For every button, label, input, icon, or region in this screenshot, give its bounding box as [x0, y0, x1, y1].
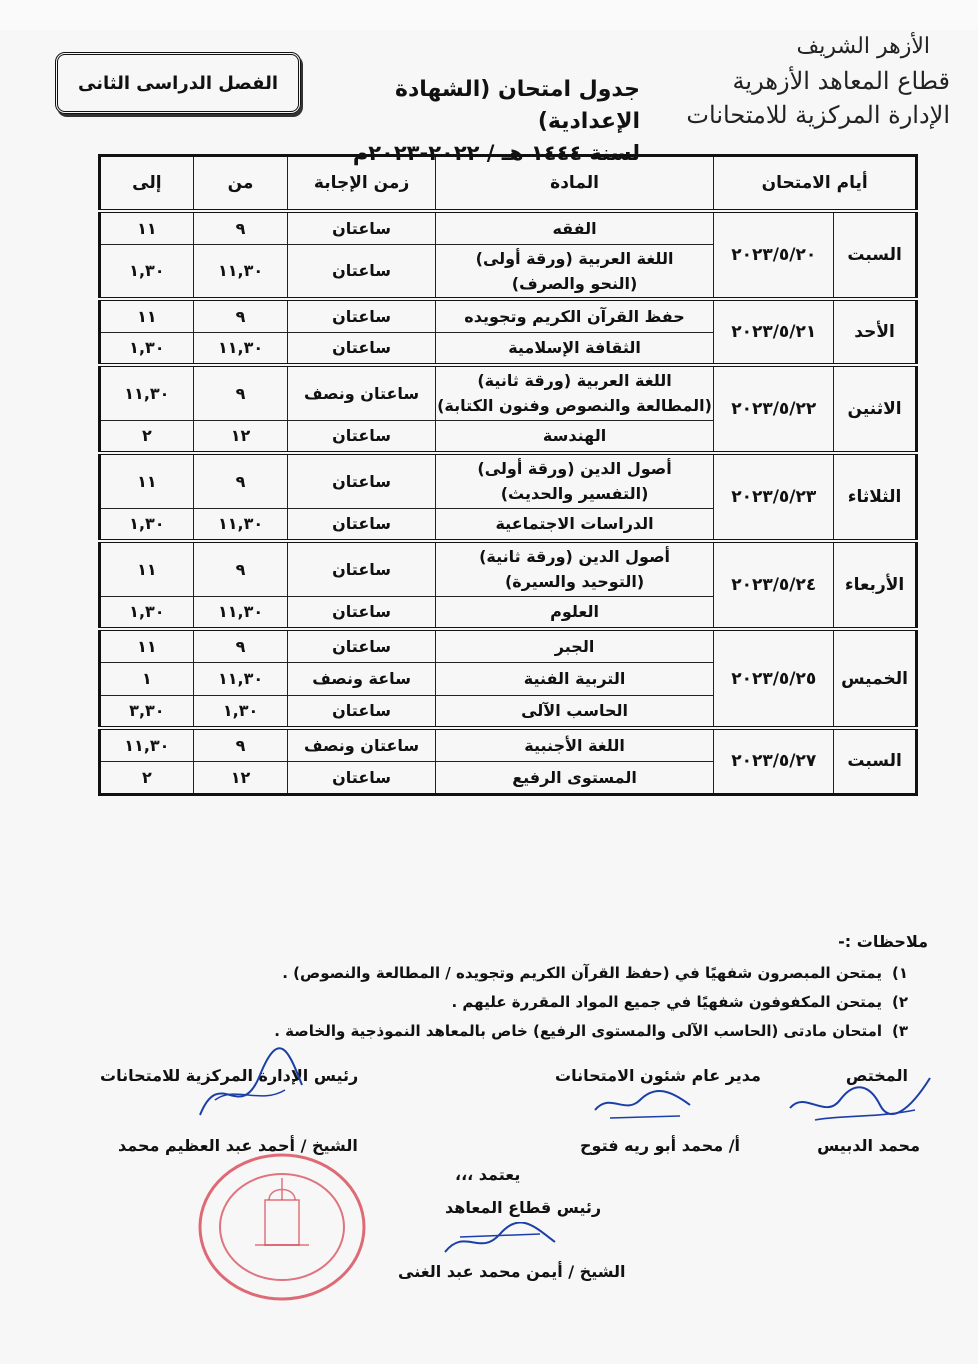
- from-cell: ٩: [193, 541, 288, 596]
- subject-line: التربية الفنية: [523, 669, 626, 688]
- subject-cell: [435, 244, 714, 299]
- table-row: [100, 728, 917, 761]
- subject-line: الحاسب الآلى: [521, 701, 628, 721]
- day-cell: السبت: [834, 728, 917, 794]
- table-row: [100, 299, 917, 332]
- duration-cell: ساعتان: [288, 761, 435, 794]
- sector-signature-icon: [440, 1222, 560, 1262]
- title-line: جدول امتحان (الشهادة الإعدادية): [395, 77, 640, 134]
- subject-cell: [435, 508, 714, 541]
- table-row: [100, 211, 917, 244]
- to-cell: ١,٣٠: [100, 332, 194, 365]
- subject-line: (التفسير والحديث): [500, 484, 649, 504]
- from-cell: ٩: [193, 728, 288, 761]
- specialist-name: محمد الدبيس: [817, 1136, 920, 1155]
- table-header-row: [100, 156, 917, 212]
- table-row: [100, 365, 917, 420]
- duration-cell: ساعتان: [288, 541, 435, 596]
- subject-cell: [435, 420, 714, 453]
- duration-cell: ساعتان ونصف: [288, 365, 435, 420]
- to-cell: ١١: [100, 211, 194, 244]
- from-cell: ١٢: [193, 761, 288, 794]
- from-cell: ١١,٣٠: [193, 508, 288, 541]
- subject-line: أصول الدين (ورقة ثانية): [479, 547, 671, 567]
- to-cell: ١١: [100, 629, 194, 662]
- subject-line: الجبر: [554, 636, 595, 656]
- subject-cell: [435, 596, 714, 629]
- date-cell: ٢٠٢٣/٥/٢١: [714, 299, 834, 365]
- subject-cell: [435, 695, 714, 728]
- duration-cell: ساعتان: [288, 332, 435, 365]
- to-cell: ١١,٣٠: [100, 365, 194, 420]
- notes-section: [48, 932, 928, 1046]
- subject-cell: [435, 728, 714, 761]
- subject-line: الدراسات الاجتماعية: [495, 514, 654, 534]
- from-cell: ١,٣٠: [193, 695, 288, 728]
- header-subject: المادة: [435, 156, 714, 212]
- table-row: [100, 629, 917, 662]
- from-cell: ١١,٣٠: [193, 332, 288, 365]
- subject-cell: [435, 332, 714, 365]
- table-row: [100, 453, 917, 508]
- note-item: [48, 988, 928, 1017]
- logo-line-1: الأزهر الشريف: [796, 34, 930, 59]
- approval-text: يعتمد ،،،: [455, 1165, 521, 1184]
- date-cell: ٢٠٢٣/٥/٢٥: [714, 629, 834, 728]
- to-cell: ١١: [100, 541, 194, 596]
- sector-name: الشيخ / أيمن محمد عبد الغنى: [398, 1262, 626, 1281]
- duration-cell: ساعتان: [288, 629, 435, 662]
- to-cell: ١,٣٠: [100, 596, 194, 629]
- from-cell: ٩: [193, 453, 288, 508]
- from-cell: ١٢: [193, 420, 288, 453]
- note-number: ٢): [891, 993, 908, 1011]
- logo-line-2: قطاع المعاهد الأزهرية: [732, 67, 950, 95]
- subject-cell: [435, 365, 714, 420]
- subject-cell: [435, 761, 714, 794]
- from-cell: ٩: [193, 299, 288, 332]
- subject-line: اللغة العربية (ورقة ثانية): [477, 371, 672, 391]
- subject-line: الفقه: [552, 218, 597, 238]
- from-cell: ٩: [193, 629, 288, 662]
- duration-cell: ساعتان: [288, 695, 435, 728]
- subject-cell: [435, 662, 714, 695]
- header-duration: زمن الإجابة: [288, 156, 435, 212]
- day-group: [100, 299, 917, 365]
- notes-title: ملاحظات :-: [838, 932, 928, 951]
- from-cell: ٩: [193, 365, 288, 420]
- table-row: [100, 541, 917, 596]
- sector-title: رئيس قطاع المعاهد: [445, 1198, 602, 1217]
- azhar-logo-text: [686, 30, 950, 132]
- header-from: من: [193, 156, 288, 212]
- duration-cell: ساعتان: [288, 211, 435, 244]
- duration-cell: ساعتان: [288, 596, 435, 629]
- note-text: يمتحن المبصرون شفهيًا في (حفظ القرآن الكريم وتجويده / المطالعة والنصوص) .: [282, 964, 882, 982]
- day-group: [100, 365, 917, 453]
- subject-cell: [435, 541, 714, 596]
- head-signature-icon: [190, 1045, 310, 1135]
- day-group: [100, 211, 917, 299]
- day-cell: الأربعاء: [834, 541, 917, 629]
- from-cell: ١١,٣٠: [193, 596, 288, 629]
- to-cell: ٢: [100, 761, 194, 794]
- subject-line: أصول الدين (ورقة أولى): [477, 459, 672, 479]
- subject-line: اللغة العربية (ورقة أولى): [475, 248, 674, 268]
- director-title: مدير عام شئون الامتحانات: [555, 1066, 761, 1085]
- year-line: لسنة ١٤٤٤ هـ / ٢٠٢٢-٢٠٢٣م: [352, 141, 640, 165]
- note-text: امتحان مادتى (الحاسب الآلى والمستوى الرفيع) خاص بالمعاهد النموذجية والخاصة .: [274, 1022, 882, 1040]
- to-cell: ١١: [100, 299, 194, 332]
- date-cell: ٢٠٢٣/٥/٢٠: [714, 211, 834, 299]
- subject-cell: [435, 211, 714, 244]
- day-cell: السبت: [834, 211, 917, 299]
- from-cell: ١١,٣٠: [193, 244, 288, 299]
- day-group: [100, 541, 917, 629]
- specialist-title: المختص: [845, 1066, 908, 1085]
- duration-cell: ساعتان: [288, 420, 435, 453]
- header-days: أيام الامتحان: [714, 156, 917, 212]
- subject-line: الثقافة الإسلامية: [508, 338, 641, 358]
- to-cell: ٢: [100, 420, 194, 453]
- note-text: يمتحن المكفوفون شفهيًا في جميع المواد المقررة عليهم .: [451, 993, 882, 1011]
- logo-line-3: الإدارة المركزية للامتحانات: [686, 101, 950, 129]
- subject-cell: [435, 299, 714, 332]
- director-signature-icon: [590, 1080, 700, 1125]
- date-cell: ٢٠٢٣/٥/٢٢: [714, 365, 834, 453]
- note-number: ٣): [891, 1022, 908, 1040]
- subject-line: اللغة الأجنبية: [524, 735, 625, 755]
- to-cell: ١,٣٠: [100, 508, 194, 541]
- duration-cell: ساعتان: [288, 244, 435, 299]
- day-group: [100, 629, 917, 728]
- date-cell: ٢٠٢٣/٥/٢٤: [714, 541, 834, 629]
- day-cell: الخميس: [834, 629, 917, 728]
- head-title: رئيس الإدارة المركزية للامتحانات: [100, 1066, 359, 1085]
- header-to: إلى: [100, 156, 194, 212]
- duration-cell: ساعتان: [288, 299, 435, 332]
- note-item: [48, 959, 928, 988]
- from-cell: ٩: [193, 211, 288, 244]
- day-group: [100, 728, 917, 794]
- head-name: الشيخ / أحمد عبد العظيم محمد: [118, 1136, 358, 1155]
- duration-cell: ساعتان ونصف: [288, 728, 435, 761]
- duration-cell: ساعتان: [288, 508, 435, 541]
- to-cell: ١١: [100, 453, 194, 508]
- date-cell: ٢٠٢٣/٥/٢٧: [714, 728, 834, 794]
- day-group: [100, 453, 917, 541]
- specialist-signature-icon: [785, 1070, 935, 1130]
- scan-edge: [0, 0, 978, 30]
- day-cell: الأحد: [834, 299, 917, 365]
- note-item: [48, 1017, 928, 1046]
- day-cell: الاثنين: [834, 365, 917, 453]
- subject-line: حفظ القرآن الكريم وتجويده: [464, 306, 685, 326]
- subject-line: (التوحيد والسيرة): [504, 572, 645, 592]
- official-stamp-icon: [195, 1150, 370, 1305]
- subject-line: (النحو والصرف): [511, 273, 638, 293]
- to-cell: ١: [100, 662, 194, 695]
- duration-cell: ساعتان: [288, 453, 435, 508]
- subject-line: الهندسة: [542, 426, 607, 446]
- note-number: ١): [891, 964, 908, 982]
- day-cell: الثلاثاء: [834, 453, 917, 541]
- director-name: أ/ محمد أبو ريه فتوح: [580, 1136, 741, 1155]
- to-cell: ٣,٣٠: [100, 695, 194, 728]
- schedule-table: [98, 154, 918, 796]
- subject-cell: [435, 453, 714, 508]
- subject-line: (المطالعة والنصوص وفنون الكتابة): [437, 396, 712, 416]
- subject-line: العلوم: [550, 602, 599, 622]
- from-cell: ١١,٣٠: [193, 662, 288, 695]
- date-cell: ٢٠٢٣/٥/٢٣: [714, 453, 834, 541]
- subject-cell: [435, 629, 714, 662]
- duration-cell: ساعة ونصف: [288, 662, 435, 695]
- to-cell: ١,٣٠: [100, 244, 194, 299]
- semester-box: الفصل الدراسى الثانى: [55, 52, 301, 114]
- to-cell: ١١,٣٠: [100, 728, 194, 761]
- subject-line: المستوى الرفيع: [512, 767, 637, 787]
